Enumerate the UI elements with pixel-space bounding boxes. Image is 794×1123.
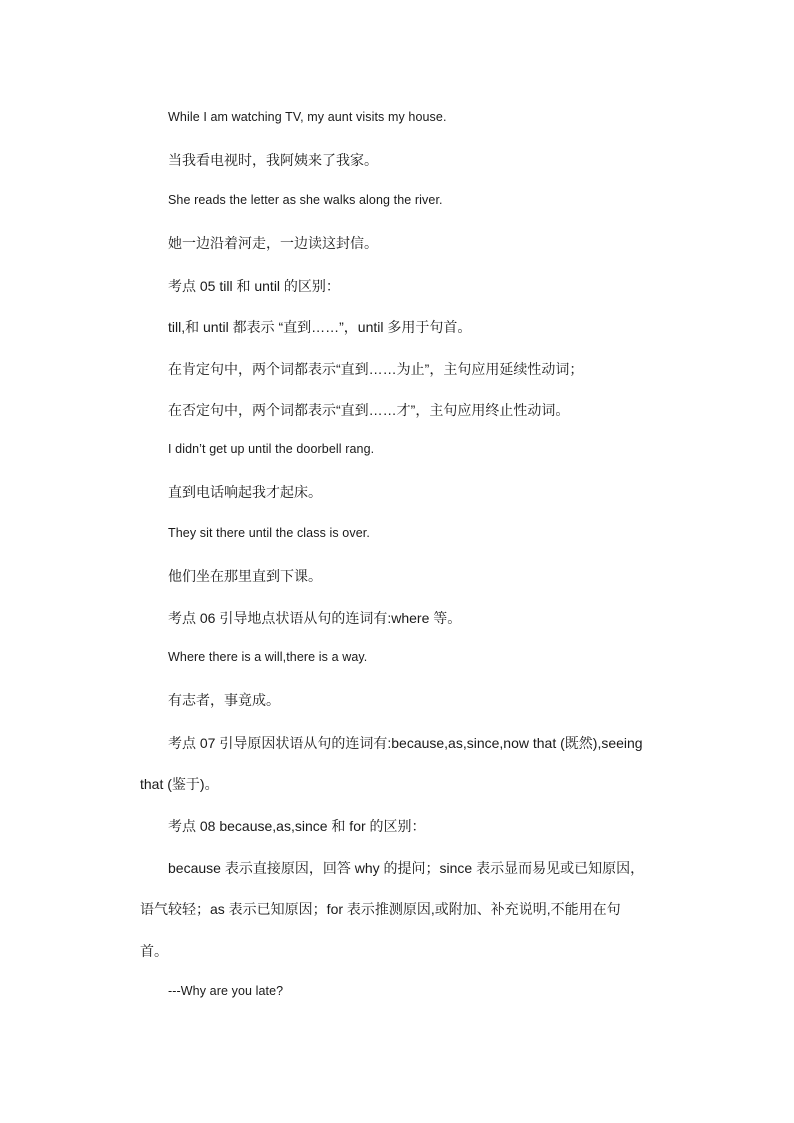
chinese-translation: 有志者，事竟成。 <box>168 692 280 708</box>
chinese-translation: 她一边沿着河走，一边读这封信。 <box>168 235 378 251</box>
english-sentence: Where there is a will,there is a way. <box>168 650 368 664</box>
chinese-translation: 他们坐在那里直到下课。 <box>168 568 322 584</box>
section-heading: 考点 05 till 和 until 的区别： <box>168 278 340 294</box>
section-heading: 考点 06 引导地点状语从句的连词有:where 等。 <box>168 610 462 626</box>
english-sentence: While I am watching TV, my aunt visits my house. <box>168 110 447 124</box>
section-heading: 考点 08 because,as,since 和 for 的区别： <box>168 818 426 834</box>
chinese-translation: 当我看电视时，我阿姨来了我家。 <box>168 152 378 168</box>
english-sentence: I didn’t get up until the doorbell rang. <box>168 442 375 456</box>
paragraph-continuation: 语气较轻；as 表示已知原因；for 表示推测原因,或附加、补充说明,不能用在句 <box>140 901 621 917</box>
section-heading: 考点 07 引导原因状语从句的连词有:because,as,since,now that (既然),seeing <box>168 735 643 751</box>
chinese-translation: 直到电话响起我才起床。 <box>168 484 322 500</box>
paragraph-text: 在肯定句中，两个词都表示“直到……为止”，主句应用延续性动词； <box>168 361 584 377</box>
english-sentence: They sit there until the class is over. <box>168 526 370 540</box>
english-sentence: She reads the letter as she walks along the river. <box>168 193 443 207</box>
paragraph-text: 在否定句中，两个词都表示“直到……才”，主句应用终止性动词。 <box>168 402 570 418</box>
paragraph-text: till,和 until 都表示 “直到……”，until 多用于句首。 <box>168 319 472 335</box>
paragraph-continuation: 首。 <box>140 943 168 959</box>
paragraph-text: because 表示直接原因，回答 why 的提问；since 表示显而易见或已知原因， <box>168 860 645 876</box>
dialogue-line: ---Why are you late? <box>168 984 284 998</box>
paragraph-continuation: that (鉴于)。 <box>140 776 219 792</box>
